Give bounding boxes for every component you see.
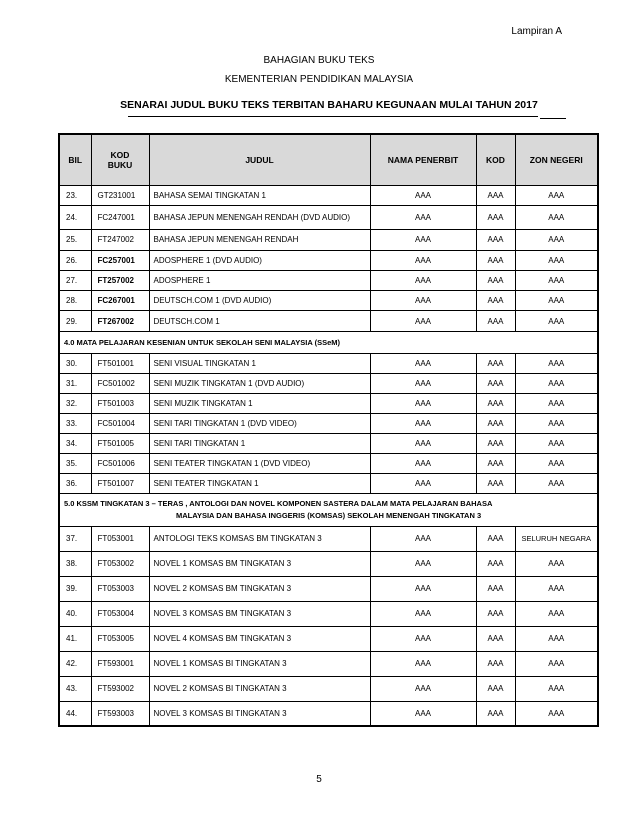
cell-kod-buku: FC501002 (91, 373, 149, 393)
cell-nama-penerbit: AAA (370, 291, 476, 311)
cell-kod: AAA (476, 651, 515, 676)
cell-nama-penerbit: AAA (370, 651, 476, 676)
cell-nama-penerbit: AAA (370, 601, 476, 626)
lampiran-label: Lampiran A (511, 26, 562, 37)
cell-kod: AAA (476, 453, 515, 473)
cell-bil: 42. (59, 651, 91, 676)
section-5-title-line1: 5.0 KSSM TINGKATAN 3 – TERAS , ANTOLOGI DAN NOVEL KOMPONEN SASTERA DALAM MATA PELAJARAN BAHASA (64, 498, 493, 508)
cell-judul: BAHASA JEPUN MENENGAH RENDAH (149, 230, 370, 250)
table-row (59, 206, 598, 230)
cell-kod: AAA (476, 473, 515, 493)
cell-zon-negeri: AAA (515, 701, 598, 726)
cell-judul: ANTOLOGI TEKS KOMSAS BM TINGKATAN 3 (149, 526, 370, 551)
cell-nama-penerbit: AAA (370, 270, 476, 290)
cell-nama-penerbit: AAA (370, 473, 476, 493)
cell-kod-buku: FT053003 (91, 576, 149, 601)
cell-nama-penerbit: AAA (370, 353, 476, 373)
ministry-title: KEMENTERIAN PENDIDIKAN MALAYSIA (224, 74, 414, 85)
cell-nama-penerbit: AAA (370, 250, 476, 270)
cell-kod-buku: FT053001 (91, 526, 149, 551)
cell-bil: 36. (59, 473, 91, 493)
cell-bil: 40. (59, 601, 91, 626)
cell-kod-buku: FC501004 (91, 413, 149, 433)
header-nama-penerbit: NAMA PENERBIT (370, 134, 476, 186)
cell-bil: 35. (59, 453, 91, 473)
cell-bil: 43. (59, 676, 91, 701)
cell-zon-negeri: AAA (515, 291, 598, 311)
cell-bil: 34. (59, 433, 91, 453)
cell-bil: 27. (59, 270, 91, 290)
page-number: 5 (316, 774, 322, 785)
cell-kod: AAA (476, 311, 515, 331)
table-row (59, 250, 598, 270)
cell-judul: BAHASA SEMAI TINGKATAN 1 (149, 186, 370, 206)
cell-judul: ADOSPHERE 1 (DVD AUDIO) (149, 250, 370, 270)
cell-bil: 29. (59, 311, 91, 331)
cell-judul: SENI TEATER TINGKATAN 1 (149, 473, 370, 493)
cell-zon-negeri: AAA (515, 393, 598, 413)
cell-zon-negeri: AAA (515, 373, 598, 393)
table-row (59, 453, 598, 473)
document-title: SENARAI JUDUL BUKU TEKS TERBITAN BAHARU KEGUNAAN MULAI TAHUN 2017 (120, 99, 538, 111)
cell-judul: DEUTSCH.COM 1 (149, 311, 370, 331)
cell-kod-buku: FT501005 (91, 433, 149, 453)
cell-judul: BAHASA JEPUN MENENGAH RENDAH (DVD AUDIO) (149, 206, 370, 230)
cell-zon-negeri: AAA (515, 626, 598, 651)
cell-kod: AAA (476, 433, 515, 453)
cell-kod: AAA (476, 393, 515, 413)
cell-kod-buku: FT593001 (91, 651, 149, 676)
table-row (59, 433, 598, 453)
cell-zon-negeri: AAA (515, 230, 598, 250)
section-4-row (59, 331, 598, 353)
cell-kod-buku: FC257001 (91, 250, 149, 270)
cell-kod-buku: FT247002 (91, 230, 149, 250)
section-5-row (59, 493, 598, 526)
cell-bil: 32. (59, 393, 91, 413)
cell-zon-negeri: AAA (515, 473, 598, 493)
cell-nama-penerbit: AAA (370, 526, 476, 551)
cell-zon-negeri: AAA (515, 250, 598, 270)
cell-judul: DEUTSCH.COM 1 (DVD AUDIO) (149, 291, 370, 311)
cell-bil: 33. (59, 413, 91, 433)
cell-kod: AAA (476, 230, 515, 250)
cell-nama-penerbit: AAA (370, 393, 476, 413)
table-row (59, 676, 598, 701)
cell-bil: 31. (59, 373, 91, 393)
cell-bil: 37. (59, 526, 91, 551)
cell-zon-negeri: AAA (515, 413, 598, 433)
cell-bil: 25. (59, 230, 91, 250)
section-4-title: 4.0 MATA PELAJARAN KESENIAN UNTUK SEKOLAH SENI MALAYSIA (SSeM) (59, 331, 598, 353)
header-kod-buku-line1: KOD (110, 150, 130, 160)
cell-kod-buku: FC501006 (91, 453, 149, 473)
header-zon-negeri: ZON NEGERI (515, 134, 598, 186)
cell-nama-penerbit: AAA (370, 311, 476, 331)
title-underline (128, 116, 538, 117)
cell-bil: 24. (59, 206, 91, 230)
cell-judul: NOVEL 4 KOMSAS BM TINGKATAN 3 (149, 626, 370, 651)
table-row (59, 230, 598, 250)
cell-judul: SENI TEATER TINGKATAN 1 (DVD VIDEO) (149, 453, 370, 473)
cell-nama-penerbit: AAA (370, 551, 476, 576)
table-row (59, 473, 598, 493)
cell-kod-buku: FT053004 (91, 601, 149, 626)
table-row (59, 701, 598, 726)
cell-judul: ADOSPHERE 1 (149, 270, 370, 290)
cell-zon-negeri: AAA (515, 651, 598, 676)
cell-judul: SENI VISUAL TINGKATAN 1 (149, 353, 370, 373)
cell-judul: NOVEL 2 KOMSAS BM TINGKATAN 3 (149, 576, 370, 601)
cell-kod: AAA (476, 291, 515, 311)
cell-nama-penerbit: AAA (370, 676, 476, 701)
cell-zon-negeri: AAA (515, 353, 598, 373)
cell-kod: AAA (476, 676, 515, 701)
cell-kod: AAA (476, 526, 515, 551)
cell-kod: AAA (476, 701, 515, 726)
table-row (59, 526, 598, 551)
header-bil: BIL (59, 134, 91, 186)
cell-kod-buku: FT593003 (91, 701, 149, 726)
cell-kod-buku: FT501007 (91, 473, 149, 493)
cell-kod-buku: FT053005 (91, 626, 149, 651)
cell-kod-buku: FC267001 (91, 291, 149, 311)
table-row (59, 186, 598, 206)
cell-nama-penerbit: AAA (370, 186, 476, 206)
cell-kod-buku: GT231001 (91, 186, 149, 206)
header-kod: KOD (476, 134, 515, 186)
table-row (59, 601, 598, 626)
table-row (59, 311, 598, 331)
cell-nama-penerbit: AAA (370, 433, 476, 453)
cell-bil: 23. (59, 186, 91, 206)
table-row (59, 291, 598, 311)
title-underline-extension (540, 118, 566, 119)
section-5-title (59, 493, 598, 526)
cell-zon-negeri: AAA (515, 576, 598, 601)
section-5-group (59, 493, 598, 526)
cell-zon-negeri: AAA (515, 186, 598, 206)
cell-kod: AAA (476, 353, 515, 373)
cell-judul: NOVEL 2 KOMSAS BI TINGKATAN 3 (149, 676, 370, 701)
cell-zon-negeri: AAA (515, 311, 598, 331)
table-row (59, 353, 598, 373)
table-row (59, 551, 598, 576)
cell-kod: AAA (476, 186, 515, 206)
cell-judul: SENI TARI TINGKATAN 1 (DVD VIDEO) (149, 413, 370, 433)
cell-kod-buku: FT501003 (91, 393, 149, 413)
cell-nama-penerbit: AAA (370, 453, 476, 473)
header-judul: JUDUL (149, 134, 370, 186)
table-header-row (59, 134, 598, 186)
section-4-group (59, 331, 598, 353)
cell-judul: NOVEL 1 KOMSAS BI TINGKATAN 3 (149, 651, 370, 676)
cell-zon-negeri: AAA (515, 206, 598, 230)
rows-group-b (59, 353, 598, 493)
cell-bil: 28. (59, 291, 91, 311)
cell-judul: NOVEL 3 KOMSAS BM TINGKATAN 3 (149, 601, 370, 626)
cell-zon-negeri: AAA (515, 453, 598, 473)
cell-nama-penerbit: AAA (370, 413, 476, 433)
department-title: BAHAGIAN BUKU TEKS (263, 55, 375, 66)
cell-nama-penerbit: AAA (370, 701, 476, 726)
cell-zon-negeri: AAA (515, 551, 598, 576)
cell-kod: AAA (476, 373, 515, 393)
cell-nama-penerbit: AAA (370, 373, 476, 393)
header-kod-buku (91, 134, 149, 186)
rows-group-c (59, 526, 598, 726)
table-row (59, 373, 598, 393)
cell-kod-buku: FT267002 (91, 311, 149, 331)
cell-kod-buku: FT501001 (91, 353, 149, 373)
header-kod-buku-line2: BUKU (107, 160, 133, 170)
cell-zon-negeri: AAA (515, 433, 598, 453)
cell-nama-penerbit: AAA (370, 206, 476, 230)
cell-kod: AAA (476, 576, 515, 601)
cell-judul: NOVEL 1 KOMSAS BM TINGKATAN 3 (149, 551, 370, 576)
cell-kod-buku: FC247001 (91, 206, 149, 230)
cell-bil: 44. (59, 701, 91, 726)
table-row (59, 651, 598, 676)
rows-group-a (59, 186, 598, 332)
cell-kod: AAA (476, 270, 515, 290)
cell-zon-negeri: AAA (515, 270, 598, 290)
cell-bil: 38. (59, 551, 91, 576)
table-row (59, 393, 598, 413)
cell-kod-buku: FT053002 (91, 551, 149, 576)
cell-judul: SENI TARI TINGKATAN 1 (149, 433, 370, 453)
table-row (59, 626, 598, 651)
cell-zon-negeri: SELURUH NEGARA (515, 526, 598, 551)
cell-nama-penerbit: AAA (370, 626, 476, 651)
cell-kod: AAA (476, 601, 515, 626)
cell-kod-buku: FT257002 (91, 270, 149, 290)
cell-nama-penerbit: AAA (370, 576, 476, 601)
table-row (59, 270, 598, 290)
cell-bil: 30. (59, 353, 91, 373)
cell-kod: AAA (476, 551, 515, 576)
cell-judul: SENI MUZIK TINGKATAN 1 (149, 393, 370, 413)
cell-zon-negeri: AAA (515, 601, 598, 626)
table-row (59, 576, 598, 601)
cell-nama-penerbit: AAA (370, 230, 476, 250)
cell-kod: AAA (476, 413, 515, 433)
cell-kod: AAA (476, 206, 515, 230)
cell-judul: SENI MUZIK TINGKATAN 1 (DVD AUDIO) (149, 373, 370, 393)
cell-bil: 41. (59, 626, 91, 651)
cell-kod-buku: FT593002 (91, 676, 149, 701)
cell-bil: 39. (59, 576, 91, 601)
cell-kod: AAA (476, 626, 515, 651)
cell-bil: 26. (59, 250, 91, 270)
cell-zon-negeri: AAA (515, 676, 598, 701)
cell-kod: AAA (476, 250, 515, 270)
cell-judul: NOVEL 3 KOMSAS BI TINGKATAN 3 (149, 701, 370, 726)
textbook-table (58, 133, 599, 727)
table-row (59, 413, 598, 433)
section-5-title-line2: MALAYSIA DAN BAHASA INGGERIS (KOMSAS) SEKOLAH MENENGAH TINGKATAN 3 (176, 510, 482, 520)
